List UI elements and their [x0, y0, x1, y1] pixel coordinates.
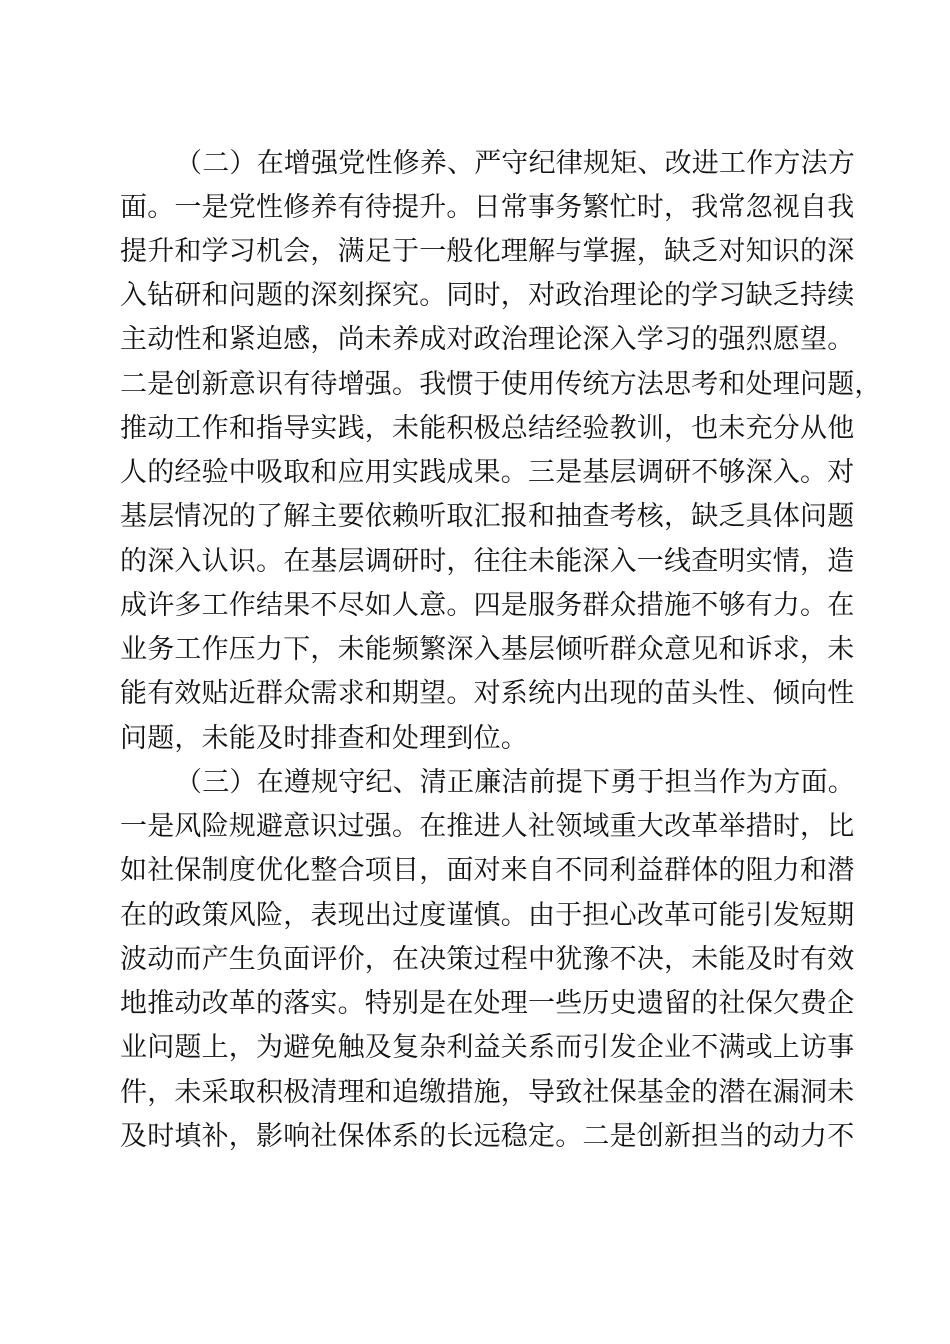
text-line: 的深入认识。在基层调研时，往往未能深入一线查明实情，造: [120, 546, 855, 577]
text-line: 如社保制度优化整合项目，面对来自不同利益群体的阻力和潜: [120, 855, 855, 886]
text-line: （二）在增强党性修养、严守纪律规矩、改进工作方法方: [175, 148, 855, 179]
text-line: 人的经验中吸取和应用实践成果。三是基层调研不够深入。对: [120, 457, 855, 488]
text-line: 二是创新意识有待增强。我惯于使用传统方法思考和处理问题，: [120, 369, 882, 400]
text-line: 主动性和紧迫感，尚未养成对政治理论深入学习的强烈愿望。: [120, 324, 855, 355]
text-line: 一是风险规避意识过强。在推进人社领域重大改革举措时，比: [120, 811, 855, 842]
text-line: 地推动改革的落实。特别是在处理一些历史遗留的社保欠费企: [120, 988, 855, 1019]
text-line: 及时填补，影响社保体系的长远稳定。二是创新担当的动力不: [120, 1121, 855, 1152]
text-line: 在的政策风险，表现出过度谨慎。由于担心改革可能引发短期: [120, 900, 855, 931]
text-line: 入钻研和问题的深刻探究。同时，对政治理论的学习缺乏持续: [120, 280, 855, 311]
text-line: 能有效贴近群众需求和期望。对系统内出现的苗头性、倾向性: [120, 678, 855, 709]
text-line: 推动工作和指导实践，未能积极总结经验教训，也未充分从他: [120, 413, 855, 444]
text-line: 面。一是党性修养有待提升。日常事务繁忙时，我常忽视自我: [120, 192, 855, 223]
text-line: 业务工作压力下，未能频繁深入基层倾听群众意见和诉求，未: [120, 634, 855, 665]
text-line: 业问题上，为避免触及复杂利益关系而引发企业不满或上访事: [120, 1032, 855, 1063]
text-line: 波动而产生负面评价，在决策过程中犹豫不决，未能及时有效: [120, 944, 855, 975]
text-line: （三）在遵规守纪、清正廉洁前提下勇于担当作为方面。: [175, 767, 855, 798]
text-line: 件，未采取积极清理和追缴措施，导致社保基金的潜在漏洞未: [120, 1077, 855, 1108]
text-line: 成许多工作结果不尽如人意。四是服务群众措施不够有力。在: [120, 590, 855, 621]
text-line: 问题，未能及时排查和处理到位。: [120, 723, 528, 754]
text-line: 基层情况的了解主要依赖听取汇报和抽查考核，缺乏具体问题: [120, 501, 855, 532]
text-line: 提升和学习机会，满足于一般化理解与掌握，缺乏对知识的深: [120, 236, 855, 267]
